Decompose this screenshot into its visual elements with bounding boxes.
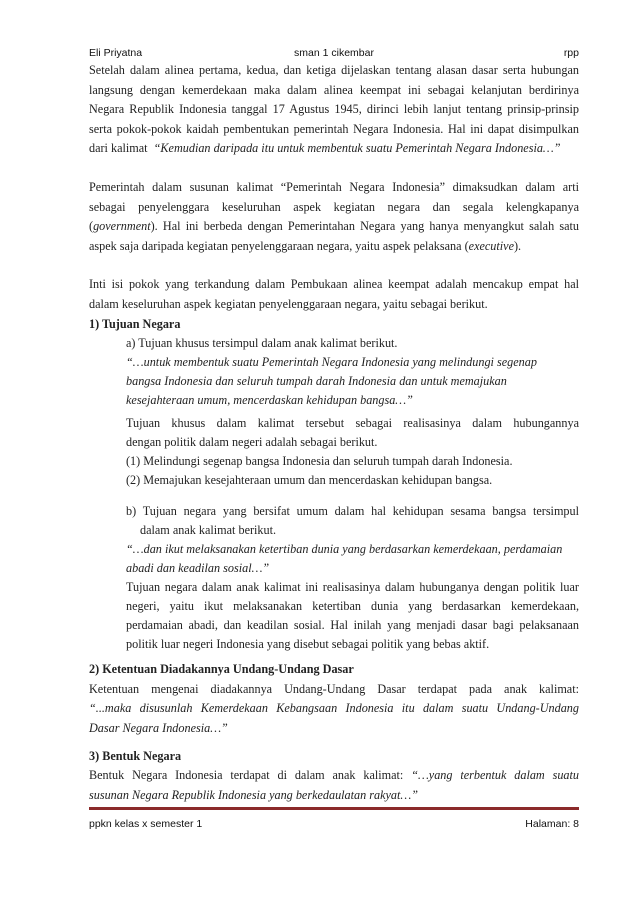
paragraph-line: Tujuan negara dalam anak kalimat ini realisasinya dalam hubunganya dengan politik luar: [126, 580, 579, 595]
paragraph-line: [89, 139, 579, 159]
paragraph-2: [89, 178, 579, 256]
italic-term: government: [93, 219, 151, 234]
page-footer: [89, 818, 579, 832]
list-item: (1) Melindungi segenap bangsa Indonesia dan seluruh tumpah darah Indonesia.: [126, 454, 513, 469]
header-doc-type: rpp: [563, 47, 579, 59]
section-ketentuan-uud: [89, 660, 579, 738]
section-heading: 3) Bentuk Negara: [89, 748, 182, 763]
footer-rule: [89, 807, 579, 810]
text-span: ).: [514, 238, 522, 253]
text-span: ). Hal ini berbeda dengan Pemerintahan Negara yang hanya menyangkut salah satu: [150, 219, 579, 234]
text-span: aspek saja daripada kegiatan penyelenggaraan negara, yaitu aspek pelaksana (: [89, 238, 469, 253]
section-heading: 1) Tujuan Negara: [89, 316, 181, 331]
footer-page-number: Halaman: 8: [525, 818, 579, 830]
section-heading: 2) Ketentuan Diadakannya Undang-Undang Dasar: [89, 662, 354, 677]
paragraph-line: Pemerintah dalam susunan kalimat “Pemerintah Negara Indonesia” dimaksudkan dalam arti: [89, 179, 579, 194]
header-school: sman 1 cikembar: [294, 47, 374, 59]
italic-term: executive: [468, 238, 514, 253]
quote-line: “…untuk membentuk suatu Pemerintah Negara Indonesia yang melindungi segenap: [126, 355, 537, 370]
quote-line: susunan Negara Republik Indonesia yang berkedaulatan rakyat…”: [89, 787, 419, 802]
quote-text: “Kemudian daripada itu untuk membentuk suatu Pemerintah Negara Indonesia…”: [153, 141, 561, 156]
paragraph-line: Negara Republik Indonesia tanggal 17 Agustus 1945, dirinci lebih lanjut tentang prinsip-prinsip: [89, 102, 579, 117]
paragraph-line: [89, 217, 579, 237]
page-header: [89, 47, 579, 61]
quote-line: “...maka disusunlah Kemerdekaan Kebangsaan Indonesia itu dalam suatu Undang-Undang: [89, 701, 579, 716]
paragraph-line: Setelah dalam alinea pertama, kedua, dan ketiga dijelaskan tentang alasan dasar serta hubungan: [89, 63, 579, 77]
paragraph-line: [89, 237, 579, 257]
list-item-b-cont: dalam anak kalimat berikut.: [140, 523, 277, 538]
paragraph-1: [89, 61, 579, 159]
section-tujuan-negara: [89, 315, 579, 655]
list-item-a: a) Tujuan khusus tersimpul dalam anak kalimat berikut.: [126, 336, 398, 351]
paragraph-line: dalam keseluruhan aspek kegiatan penyelenggaraan negara, yaitu sebagai berikut.: [89, 296, 488, 311]
quote-text: “…yang terbentuk dalam suatu: [411, 768, 580, 783]
text-span: dari kalimat: [89, 141, 148, 156]
paragraph-line: langsung dengan kemerdekaan maka dalam alinea keempat ini sebagai kelanjutan berdirinya: [89, 82, 579, 97]
header-author: Eli Priyatna: [89, 47, 143, 59]
paragraph-3: [89, 275, 579, 314]
text-span: Bentuk Negara Indonesia terdapat di dalam anak kalimat:: [89, 768, 404, 783]
paragraph-line: serta pokok-pokok kaidah pembentukan pemerintah Negara Indonesia. Hal ini dapat disimpulkan: [89, 121, 579, 136]
document-body: [89, 61, 579, 805]
paragraph-line: sebagai penyelenggara keseluruhan aspek kegiatan negara dan segala kelengkapanya: [89, 199, 579, 214]
paragraph-line: perdamaian abadi, dan keadilan sosial. Hal inilah yang menjadi dasar bagi pelaksanaan: [126, 618, 579, 633]
text-span: (: [89, 219, 94, 234]
paragraph-line: politik luar negeri Indonesia yang disebut sebagai politik yang bebas aktif.: [126, 637, 490, 652]
paragraph-line: [89, 766, 579, 786]
quote-line: kesejahteraan umum, mencerdaskan kehidupan bangsa…”: [126, 393, 413, 408]
list-item: (2) Memajukan kesejahteraan umum dan mencerdaskan kehidupan bangsa.: [126, 473, 493, 488]
quote-line: Dasar Negara Indonesia…”: [89, 720, 228, 735]
paragraph-line: negeri, yaitu ikut melaksanakan ketertiban dunia yang berdasarkan kemerdekaan,: [126, 599, 579, 614]
quote-line: “…dan ikut melaksanakan ketertiban dunia yang berdasarkan kemerdekaan, perdamaian: [126, 542, 563, 557]
paragraph-line: dengan politik dalam negeri adalah sebagai berikut.: [126, 435, 378, 450]
paragraph-line: Inti isi pokok yang terkandung dalam Pembukaan alinea keempat adalah mencakup empat hal: [89, 277, 579, 292]
footer-course: ppkn kelas x semester 1: [89, 818, 203, 830]
quote-line: abadi dan keadilan sosial…”: [126, 561, 270, 576]
quote-line: bangsa Indonesia dan seluruh tumpah darah Indonesia dan untuk memajukan: [126, 374, 507, 389]
section-bentuk-negara: [89, 747, 579, 806]
list-item-b: b) Tujuan negara yang bersifat umum dalam hal kehidupan sesama bangsa tersimpul: [126, 504, 579, 519]
paragraph-line: Ketentuan mengenai diadakannya Undang-Undang Dasar terdapat pada anak kalimat:: [89, 681, 579, 696]
paragraph-line: Tujuan khusus dalam kalimat tersebut sebagai realisasinya dalam hubungannya: [126, 416, 579, 431]
